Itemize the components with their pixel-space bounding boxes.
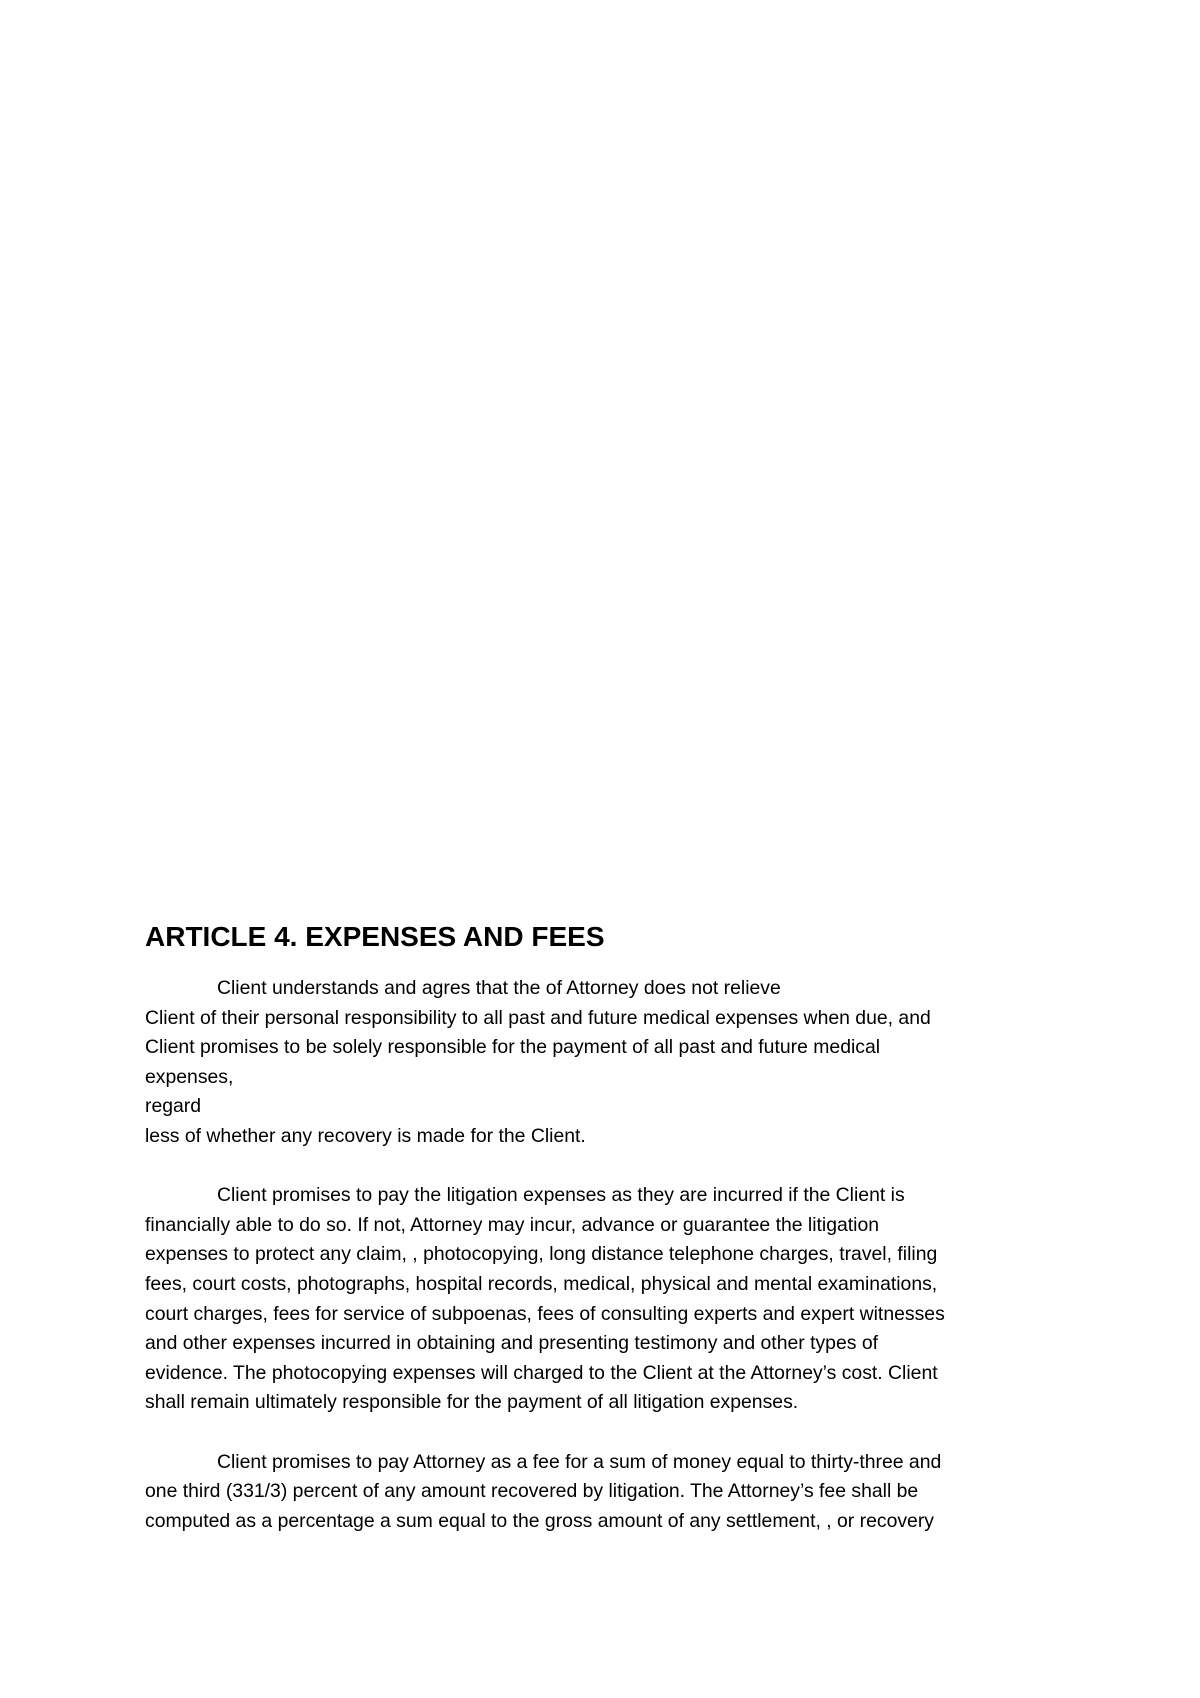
text-line: regard [145, 1095, 202, 1118]
text-line: evidence. The photocopying expenses will charged to the Client at the Attorney’s cost. Client [145, 1361, 938, 1384]
text-line: Client understands and agres that the of Attorney does not relieve [217, 977, 781, 999]
text-line: computed as a percentage a sum equal to the gross amount of any settlement, , or recovery [145, 1509, 934, 1532]
text-line: and other expenses incurred in obtaining and presenting testimony and other types of [145, 1332, 879, 1355]
paragraph-litigation-expenses [145, 1181, 1075, 1418]
paragraph-medical-expenses [145, 974, 1075, 1152]
text-line: expenses to protect any claim, , photocopying, long distance telephone charges, travel, filing [145, 1243, 938, 1266]
text-line: Client promises to pay the litigation expenses as they are incurred if the Client is [217, 1184, 905, 1207]
text-line: Client of their personal responsibility to all past and future medical expenses when due, and [145, 1006, 931, 1029]
text-line: financially able to do so. If not, Attorney may incur, advance or guarantee the litigation [145, 1213, 880, 1236]
text-line: one third (331/3) percent of any amount recovered by litigation. The Attorney’s fee shall be [145, 1480, 919, 1503]
paragraph-spacer [145, 1152, 1075, 1182]
text-line: Client promises to be solely responsible for the payment of all past and future medical [145, 1036, 881, 1059]
text-line: Client promises to pay Attorney as a fee for a sum of money equal to thirty-three and [217, 1450, 942, 1473]
paragraph-spacer [145, 1418, 1075, 1448]
text-line: fees, court costs, photographs, hospital records, medical, physical and mental examinations, [145, 1272, 938, 1295]
text-line: less of whether any recovery is made for the Client. [145, 1124, 586, 1147]
article-section [145, 918, 1075, 1536]
paragraph-attorney-fee [145, 1448, 1075, 1537]
text-line: expenses, [145, 1065, 234, 1088]
text-line: court charges, fees for service of subpoenas, fees of consulting experts and expert witnesses [145, 1302, 945, 1325]
text-line: shall remain ultimately responsible for the payment of all litigation expenses. [145, 1391, 799, 1414]
article-heading: ARTICLE 4. EXPENSES AND FEES [145, 921, 605, 952]
